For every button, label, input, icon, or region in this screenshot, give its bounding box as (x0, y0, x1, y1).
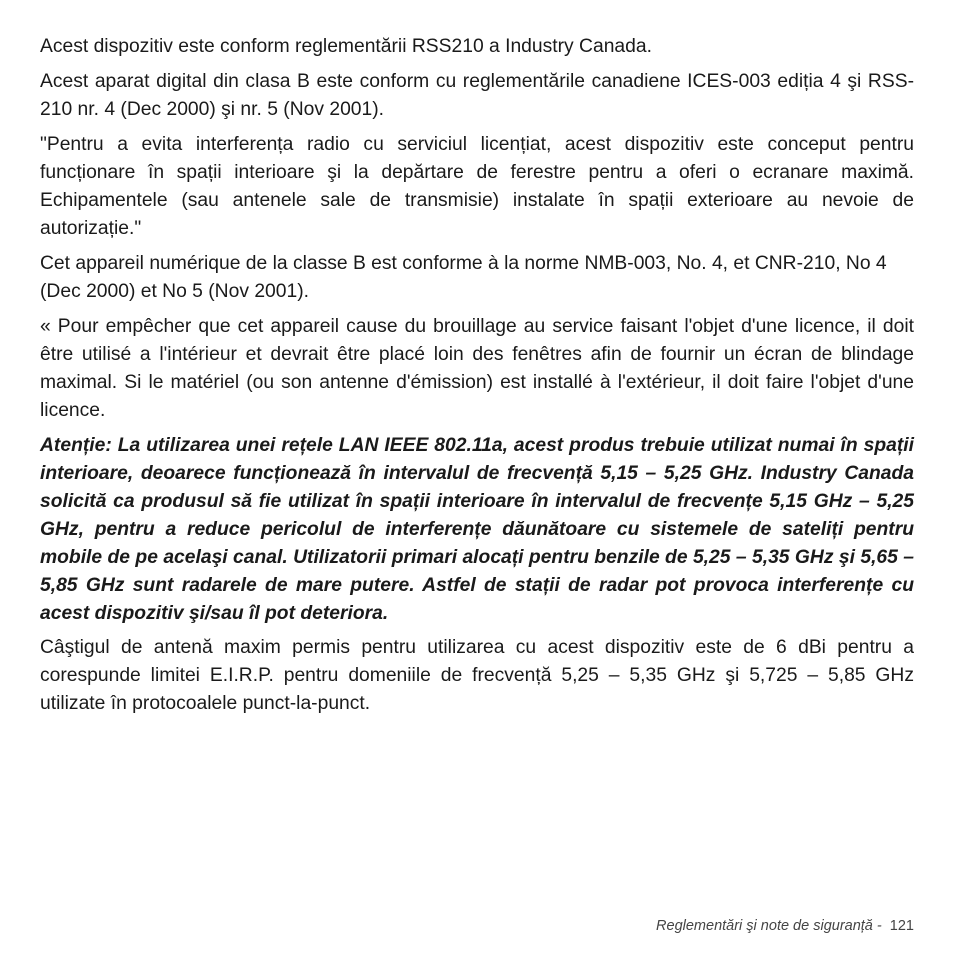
paragraph-licensed-service-fr: « Pour empêcher que cet appareil cause du brouillage au service faisant l'objet d'une licence, il doit être utilisé a l'intérieur et devrait être placé loin des fenêtres afin de fournir un écran de blindage maximal. Si le matériel (ou son antenne d'émission) est installé à l'extérieur, il doit faire l'objet d'une licence. (40, 316, 914, 421)
page-number: 121 (889, 918, 914, 934)
page-footer (656, 918, 914, 934)
document-body (40, 33, 914, 725)
paragraph-nmb003-conformity-fr: Cet appareil numérique de la classe B est conforme à la norme NMB-003, No. 4, et CNR-210, No 4 (Dec 2000) et No 5 (Nov 2001). (40, 253, 887, 302)
paragraph-ices003-conformity: Acest aparat digital din clasa B este conform cu reglementările canadiene ICES-003 ediția 4 şi RSS-210 nr. 4 (Dec 2000) şi nr. 5 (Nov 2001). (40, 71, 914, 120)
paragraph-antenna-gain: Câştigul de antenă maxim permis pentru utilizarea cu acest dispozitiv este de 6 dBi pentru a corespunde limitei E.I.R.P. pentru domeniile de frecvență 5,25 – 5,35 GHz şi 5,725 – 5,85 GHz utilizate în protocoalele punct-la-punct. (40, 637, 914, 714)
paragraph-licensed-service-ro: "Pentru a evita interferența radio cu serviciul licențiat, acest dispozitiv este conceput pentru funcționare în spații interioare şi la depărtare de ferestre pentru a oferi o ecranare maximă. Echipamentele (sau antenele sale de transmisie) instalate în spații exterioare au nevoie de autorizație." (40, 134, 914, 239)
paragraph-rss210-conformity: Acest dispozitiv este conform reglementării RSS210 a Industry Canada. (40, 36, 652, 57)
warning-paragraph-802-11a: Atenție: La utilizarea unei rețele LAN IEEE 802.11a, acest produs trebuie utilizat numai în spații interioare, deoarece funcționează în intervalul de frecvență 5,15 – 5,25 GHz. Industry Canada solicită ca produsul să fie utilizat în spații interioare în intervalul de frecvențe 5,15 GHz – 5,25 GHz, pentru a reduce pericolul de interferențe dăunătoare cu sistemele de sateliți pentru mobile de pe acelaşi canal. Utilizatorii primari alocați pentru benzile de 5,25 – 5,35 GHz şi 5,65 – 5,85 GHz sunt radarele de mare putere. Astfel de stații de radar pot provoca interferențe cu acest dispozitiv şi/sau îl pot deteriora. (40, 435, 914, 624)
footer-section-title: Reglementări şi note de siguranță - (656, 918, 890, 934)
